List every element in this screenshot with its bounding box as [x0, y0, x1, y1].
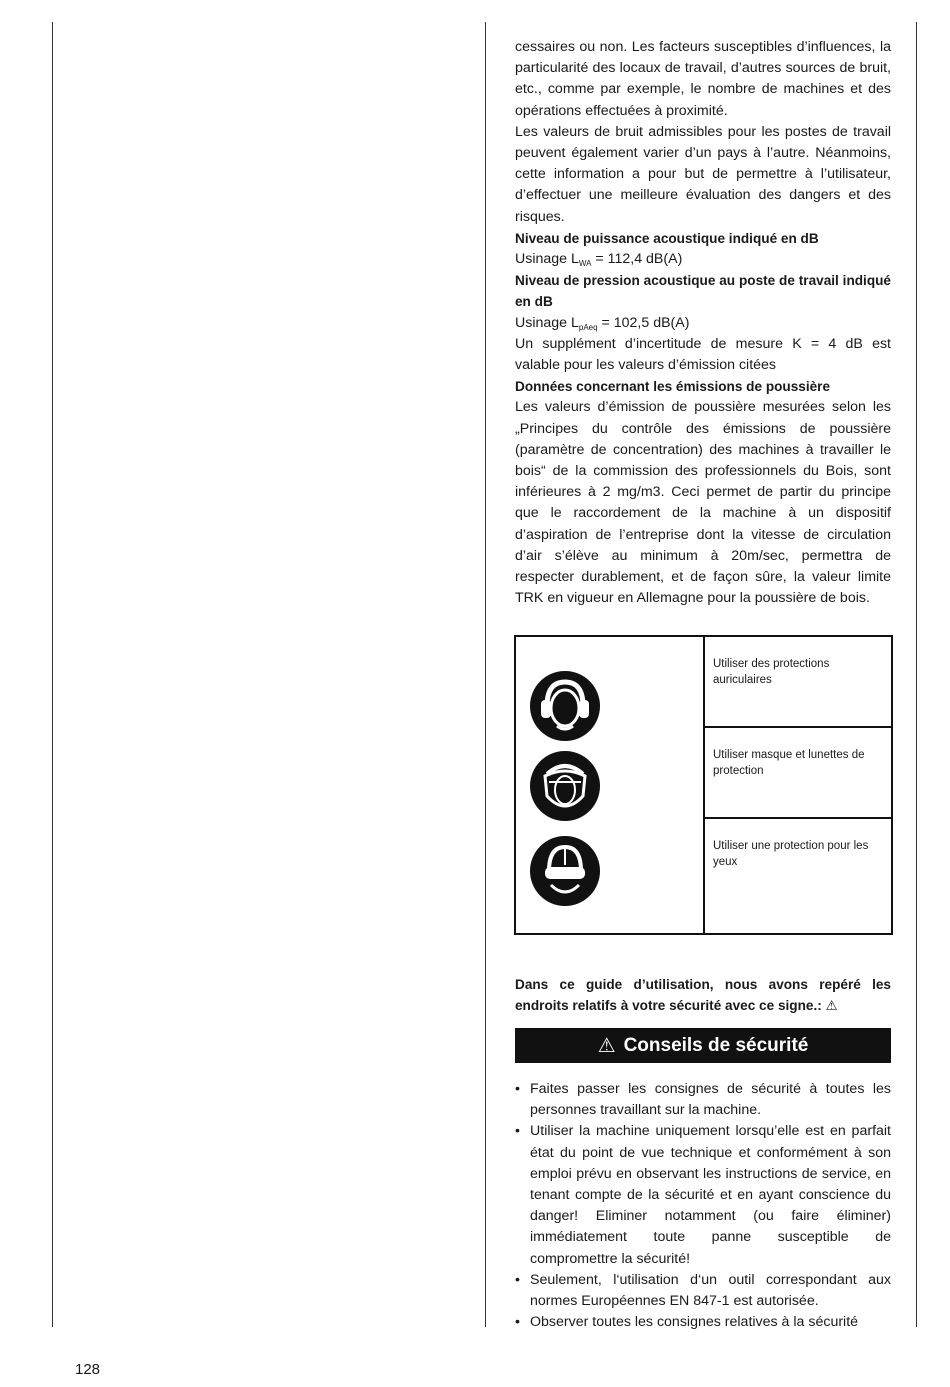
warning-triangle-icon: ⚠ — [597, 1035, 616, 1057]
list-item: • Faites passer les consignes de sécurité à toutes les personnes travaillant sur la machine. — [515, 1079, 891, 1121]
sound-pressure-heading: Niveau de pression acoustique au poste de travail indiqué en dB — [515, 273, 891, 310]
ppe-label-ear-protection: Utiliser des protections auriculaires — [705, 637, 891, 728]
safety-sign-note: Dans ce guide d’utilisation, nous avons repéré les endroits relatifs à votre sécurité avec ce signe.: ⚠ — [515, 977, 891, 1014]
safety-banner — [515, 1028, 891, 1063]
ppe-label-eye-protection: Utiliser une protection pour les yeux — [713, 840, 869, 868]
dust-text: Les valeurs d’émission de poussière mesurées selon les „Principes du contrôle des émissions de poussière (paramètre de concentration) des machines à travailler le bois“ de la commission des professionnels du Bois, sont inférieures à 2 mg/m3. Ceci permet de partir du principe que le raccordement de la machine à un dispositif d’aspiration de l’entreprise dont la vitesse de circulation d’air s’élève au minimum à 20m/sec, permettra de respecter durablement, et de façon sûre, la valeur limite TRK en vigueur en Allemagne pour la poussière de bois. — [515, 399, 891, 607]
sound-power-heading: Niveau de puissance acoustique indiqué en dB — [515, 230, 819, 246]
ppe-table — [514, 635, 893, 935]
right-column-text — [515, 37, 891, 609]
face-shield-icon — [529, 750, 601, 822]
ppe-label-face-shield: Utiliser masque et lunettes de protection — [705, 728, 891, 819]
dust-heading: Données concernant les émissions de poussière — [515, 379, 831, 395]
right-margin-rule — [916, 22, 917, 1327]
eye-protection-icon — [529, 835, 601, 907]
safety-list — [515, 1079, 891, 1333]
list-item: • Utiliser la machine uniquement lorsqu’elle est en parfait état du point de vue technique et conformément à son emploi prévu en observant les instructions de service, en tenant compte de la sécurité et en ayant conscience du danger! Eliminer notamment (ou faire éliminer) immédiatement toute panne susceptible de compromettre la sécurité! — [515, 1121, 891, 1269]
list-item: • Seulement, l‘utilisation d‘un outil correspondant aux normes Européennes EN 847-1 est autorisée. — [515, 1270, 891, 1312]
intro-paragraph-2: Les valeurs de bruit admissibles pour les postes de travail peuvent également varier d’un pays à l’autre. Néanmoins, cette information a pour but de permettre à l’utilisateur, d’effectuer une meilleure évaluation des dangers et des risques. — [515, 123, 891, 225]
list-item: • Observer toutes les consignes relatives à la sécurité — [515, 1312, 891, 1333]
safety-title: Conseils de sécurité — [623, 1034, 809, 1056]
column-divider-rule — [485, 22, 486, 1327]
sound-power-line: Usinage $L_{WA} = 112,4$ dB(A) — [515, 251, 683, 269]
left-margin-rule — [52, 22, 53, 1327]
sound-pressure-line: Usinage $L_{pAeq} = 102,5$ dB(A) — [515, 314, 690, 332]
uncertainty-text: Un supplément d’incertitude de mesure K = 4 dB est valable pour les valeurs d’émission citées — [515, 335, 891, 374]
page-number: 128 — [75, 1361, 101, 1378]
ear-protection-icon — [529, 670, 601, 742]
intro-paragraph-1: cessaires ou non. Les facteurs susceptibles d’influences, la particularité des locaux de travail, d’autres sources de bruit, etc., comme par exemple, le nombre de machines et des opérations effectuées à proximité. — [515, 39, 891, 119]
ppe-icons-cell — [516, 637, 705, 933]
